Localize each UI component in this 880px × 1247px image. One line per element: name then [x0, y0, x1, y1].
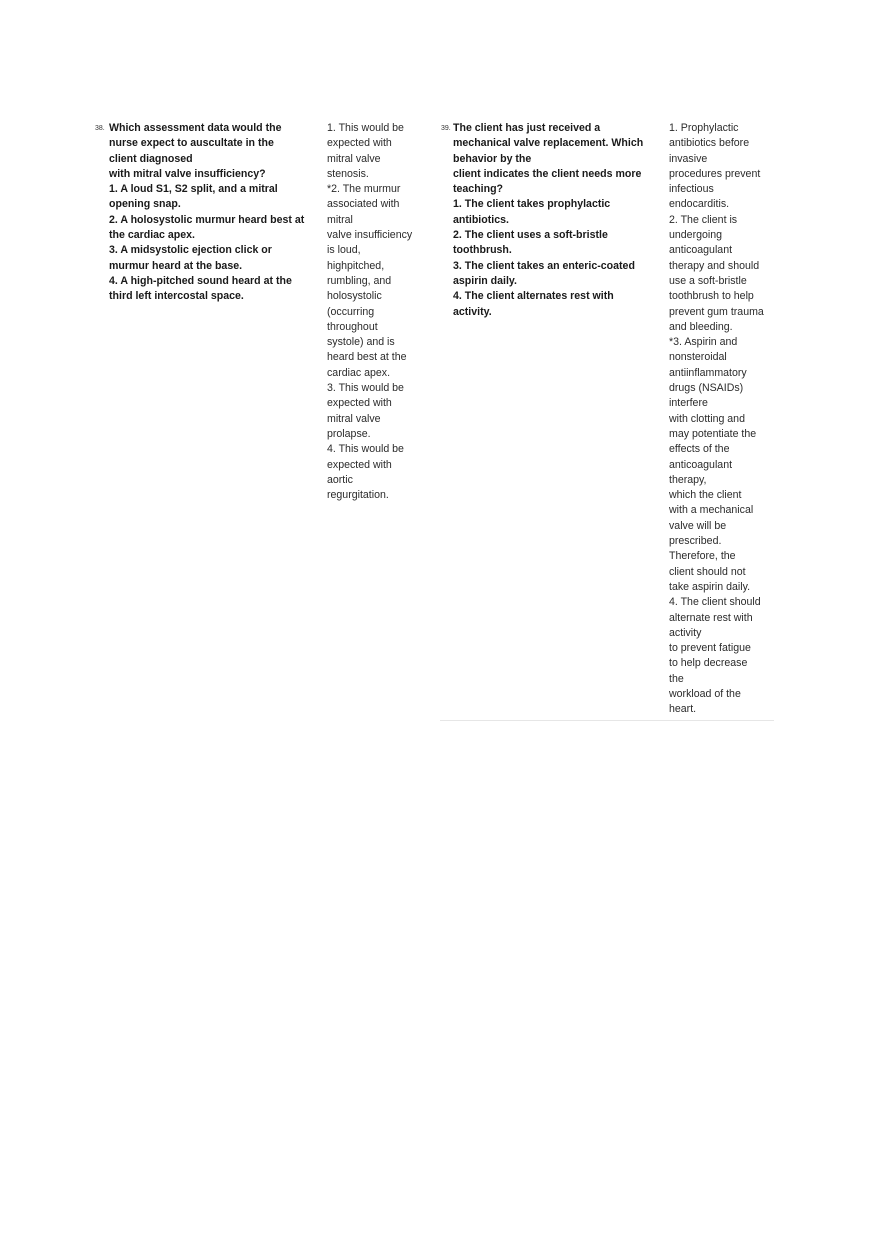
text-line: use a soft-bristle: [669, 274, 747, 287]
text-line: 2. The client is: [669, 213, 738, 226]
text-line: systole) and is: [327, 336, 395, 349]
text-line: 1. This would be: [327, 122, 404, 134]
text-line: opening snap.: [109, 198, 181, 211]
text-line: heart.: [669, 703, 697, 716]
text-line: mitral: [327, 213, 353, 226]
text-line: with clotting and: [669, 412, 745, 425]
text-line: expected with: [327, 458, 392, 471]
question-39-rationale: [669, 121, 774, 718]
text-line: 3. A midsystolic ejection click or: [109, 244, 272, 257]
text-line: nurse expect to auscultate in the: [109, 137, 274, 150]
text-line: *3. Aspirin and: [669, 336, 738, 349]
text-line: highpitched,: [327, 259, 385, 272]
text-line: holosystolic: [327, 290, 382, 303]
text-line: throughout: [327, 320, 378, 333]
text-line: expected with: [327, 137, 392, 150]
question-number-38: 38.: [95, 125, 105, 132]
text-line: drugs (NSAIDs): [669, 382, 744, 395]
text-line: 4. The client alternates rest with: [453, 290, 614, 303]
text-line: aspirin daily.: [453, 274, 517, 287]
text-line: mitral valve: [327, 412, 381, 425]
text-line: and bleeding.: [669, 320, 733, 333]
question-38-rationale: [327, 121, 427, 503]
text-line: client diagnosed: [109, 152, 193, 165]
text-line: client indicates the client needs more: [453, 167, 642, 180]
text-line: antibiotics.: [453, 213, 509, 226]
text-line: Therefore, the: [669, 550, 736, 563]
text-line: take aspirin daily.: [669, 580, 751, 593]
text-line: Which assessment data would the: [109, 122, 282, 134]
text-line: rumbling, and: [327, 274, 392, 287]
text-line: invasive: [669, 152, 708, 165]
text-line: 4. A high-pitched sound heard at the: [109, 274, 292, 287]
text-line: with a mechanical: [669, 504, 754, 517]
text-line: 1. Prophylactic: [669, 122, 739, 134]
text-line: 1. The client takes prophylactic: [453, 198, 611, 211]
text-line: nonsteroidal: [669, 351, 727, 364]
text-line: anticoagulant: [669, 458, 733, 471]
text-line: toothbrush.: [453, 244, 512, 257]
text-line: infectious: [669, 183, 714, 196]
text-line: the cardiac apex.: [109, 229, 195, 242]
text-line: which the client: [669, 489, 742, 502]
text-line: prescribed.: [669, 535, 722, 548]
text-line: 2. The client uses a soft-bristle: [453, 229, 608, 242]
text-line: teaching?: [453, 183, 504, 196]
text-line: endocarditis.: [669, 198, 730, 211]
text-line: 1. A loud S1, S2 split, and a mitral: [109, 183, 278, 196]
text-line: to prevent fatigue: [669, 642, 751, 655]
question-38-text: [109, 121, 317, 305]
text-line: 3. This would be: [327, 382, 404, 395]
text-line: procedures prevent: [669, 167, 761, 180]
text-line: workload of the: [669, 687, 741, 700]
text-line: (occurring: [327, 305, 375, 318]
text-line: toothbrush to help: [669, 290, 754, 303]
text-line: activity.: [453, 305, 492, 318]
text-line: associated with: [327, 198, 400, 211]
text-line: with mitral valve insufficiency?: [109, 167, 266, 180]
text-line: 2. A holosystolic murmur heard best at: [109, 213, 305, 226]
question-39-text: [453, 121, 663, 320]
table-bottom-rule: [440, 720, 774, 721]
text-line: stenosis.: [327, 167, 369, 180]
text-line: interfere: [669, 397, 708, 410]
text-line: 4. The client should: [669, 596, 761, 609]
text-line: regurgitation.: [327, 489, 389, 502]
text-line: client should not: [669, 565, 746, 578]
text-line: 3. The client takes an enteric-coated: [453, 259, 635, 272]
text-line: valve will be: [669, 519, 727, 532]
text-line: anticoagulant: [669, 244, 733, 257]
text-line: mitral valve: [327, 152, 381, 165]
text-line: heard best at the: [327, 351, 407, 364]
text-line: therapy,: [669, 473, 707, 486]
text-line: prolapse.: [327, 427, 371, 440]
text-line: antibiotics before: [669, 137, 750, 150]
text-line: valve insufficiency: [327, 229, 413, 242]
text-line: is loud,: [327, 244, 361, 257]
text-line: to help decrease: [669, 657, 748, 670]
text-line: may potentiate the: [669, 427, 757, 440]
text-line: third left intercostal space.: [109, 290, 244, 303]
text-line: activity: [669, 626, 702, 639]
text-line: therapy and should: [669, 259, 760, 272]
question-number-39: 39.: [441, 125, 451, 132]
text-line: cardiac apex.: [327, 366, 391, 379]
text-line: prevent gum trauma: [669, 305, 764, 318]
text-line: undergoing: [669, 229, 723, 242]
text-line: effects of the: [669, 443, 730, 456]
text-line: behavior by the: [453, 152, 532, 165]
text-line: aortic: [327, 473, 353, 486]
text-line: The client has just received a: [453, 122, 601, 134]
text-line: expected with: [327, 397, 392, 410]
text-line: murmur heard at the base.: [109, 259, 243, 272]
text-line: mechanical valve replacement. Which: [453, 137, 644, 150]
text-line: 4. This would be: [327, 443, 404, 456]
text-line: alternate rest with: [669, 611, 753, 624]
text-line: the: [669, 672, 684, 685]
text-line: antiinflammatory: [669, 366, 747, 379]
text-line: *2. The murmur: [327, 183, 401, 196]
